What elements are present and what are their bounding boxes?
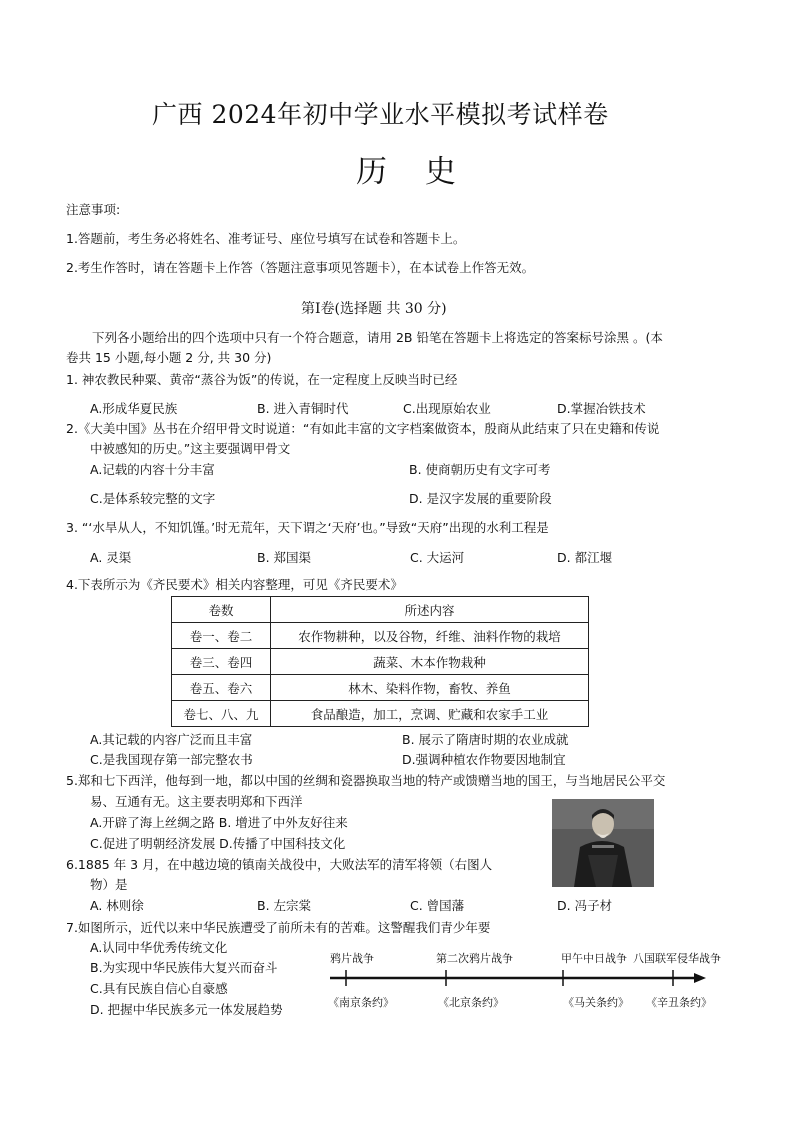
table-cell-content: 农作物耕种，以及谷物，纤维、油料作物的栽培	[271, 623, 589, 649]
qing-general-portrait	[552, 799, 654, 887]
timeline-treaty-1: 《南京条约》	[328, 996, 394, 1009]
q6-stem-line1: 6.1885 年 3 月，在中越边境的镇南关战役中，大败法军的清军将领（右图人	[66, 857, 493, 872]
timeline-event-3: 甲午中日战争	[561, 952, 627, 965]
timeline-event-2: 第二次鸦片战争	[436, 952, 513, 965]
q2-option-a: A.记载的内容十分丰富	[90, 462, 215, 477]
q7-option-c: C.具有民族自信心自豪感	[90, 981, 228, 996]
notes-heading: 注意事项:	[66, 202, 121, 217]
subject-title: 历 史	[356, 154, 470, 190]
modern-china-timeline	[328, 944, 721, 1018]
table-row	[172, 623, 589, 649]
q5-options-line2: C.促进了明朝经济发展 D.传播了中国科技文化	[90, 836, 346, 851]
timeline-treaty-3: 《马关条约》	[563, 996, 629, 1009]
section-intro-line2: 卷共 15 小题,每小题 2 分, 共 30 分)	[66, 350, 272, 365]
q1-stem: 1. 神农教民种粟、黄帝“蒸谷为饭”的传说，在一定程度上反映当时已经	[66, 372, 458, 387]
table-cell-content: 林木、染料作物，畜牧、养鱼	[271, 675, 589, 701]
q4-option-c: C.是我国现存第一部完整农书	[90, 752, 253, 767]
table-row	[172, 649, 589, 675]
exam-title: 广西 2024年初中学业水平模拟考试样卷	[152, 100, 609, 129]
q5-stem-line1: 5.郑和七下西洋，他每到一地，都以中国的丝绸和瓷器换取当地的特产或馈赠当地的国王，与当地居民公平交	[66, 773, 666, 788]
table-header-volume: 卷数	[172, 597, 271, 623]
q6-option-b: B. 左宗棠	[257, 898, 312, 913]
q1-option-d: D.掌握冶铁技术	[557, 401, 646, 416]
table-row	[172, 701, 589, 727]
table-cell-volume: 卷三、卷四	[172, 649, 271, 675]
table-cell-volume: 卷五、卷六	[172, 675, 271, 701]
section-title: 第Ⅰ卷(选择题 共 30 分)	[301, 301, 447, 317]
q7-stem: 7.如图所示，近代以来中华民族遭受了前所未有的苦难。这警醒我们青少年要	[66, 920, 491, 935]
q3-option-c: C. 大运河	[410, 550, 465, 565]
q4-stem: 4.下表所示为《齐民要术》相关内容整理，可见《齐民要术》	[66, 577, 403, 592]
timeline-treaty-4: 《辛丑条约》	[646, 996, 712, 1009]
q5-stem-line2: 易、互通有无。这主要表明郑和下西洋	[90, 794, 303, 809]
timeline-event-4: 八国联军侵华战争	[633, 952, 721, 965]
q3-option-b: B. 郑国渠	[257, 550, 312, 565]
q2-option-c: C.是体系较完整的文字	[90, 491, 216, 506]
q6-stem-line2: 物）是	[90, 877, 128, 892]
q2-option-b: B. 使商朝历史有文字可考	[409, 462, 551, 477]
q7-option-a: A.认同中华优秀传统文化	[90, 940, 228, 955]
table-header-content: 所述内容	[271, 597, 589, 623]
q1-option-b: B. 进入青铜时代	[257, 401, 349, 416]
q4-option-b: B. 展示了隋唐时期的农业成就	[402, 732, 569, 747]
section-intro-line1: 下列各小题给出的四个选项中只有一个符合题意，请用 2B 铅笔在答题卡上将选定的答案标号涂黑 。(本	[92, 330, 663, 345]
table-cell-content: 食品酿造，加工，烹调、贮藏和农家手工业	[271, 701, 589, 727]
q2-option-d: D. 是汉字发展的重要阶段	[409, 491, 552, 506]
q3-stem: 3. “‘水旱从人，不知饥馑。’时无荒年，天下谓之‘天府’也。”导致“天府”出现的水利工程是	[66, 520, 549, 535]
q7-option-d: D. 把握中华民族多元一体发展趋势	[90, 1002, 283, 1017]
q2-stem-line2: 中被感知的历史。”这主要强调甲骨文	[90, 441, 291, 456]
q6-option-d: D. 冯子材	[557, 898, 613, 913]
qimin-yaoshu-table	[171, 596, 589, 727]
note-item-1: 1.答题前，考生务必将姓名、准考证号、座位号填写在试卷和答题卡上。	[66, 231, 466, 246]
q6-option-c: C. 曾国藩	[410, 898, 465, 913]
note-item-2: 2.考生作答时，请在答题卡上作答（答题注意事项见答题卡），在本试卷上作答无效。	[66, 260, 535, 275]
q3-option-a: A. 灵渠	[90, 550, 132, 565]
timeline-treaty-2: 《北京条约》	[438, 996, 504, 1009]
q3-option-d: D. 都江堰	[557, 550, 613, 565]
q4-option-a: A.其记载的内容广泛而且丰富	[90, 732, 253, 747]
q1-option-c: C.出现原始农业	[403, 401, 491, 416]
q2-stem-line1: 2.《大美中国》丛书在介绍甲骨文时说道：“有如此丰富的文字档案做资本，殷商从此结束了只在史籍和传说	[66, 421, 660, 436]
table-cell-content: 蔬菜、木本作物栽种	[271, 649, 589, 675]
q5-options-line1: A.开辟了海上丝绸之路 B. 增进了中外友好往来	[90, 815, 348, 830]
table-cell-volume: 卷一、卷二	[172, 623, 271, 649]
timeline-event-1: 鸦片战争	[330, 952, 374, 965]
q7-option-b: B.为实现中华民族伟大复兴而奋斗	[90, 960, 278, 975]
q1-option-a: A.形成华夏民族	[90, 401, 178, 416]
q4-option-d: D.强调种植农作物要因地制宜	[402, 752, 566, 767]
table-cell-volume: 卷七、八、九	[172, 701, 271, 727]
table-row	[172, 675, 589, 701]
table-header-row	[172, 597, 589, 623]
q6-option-a: A. 林则徐	[90, 898, 144, 913]
